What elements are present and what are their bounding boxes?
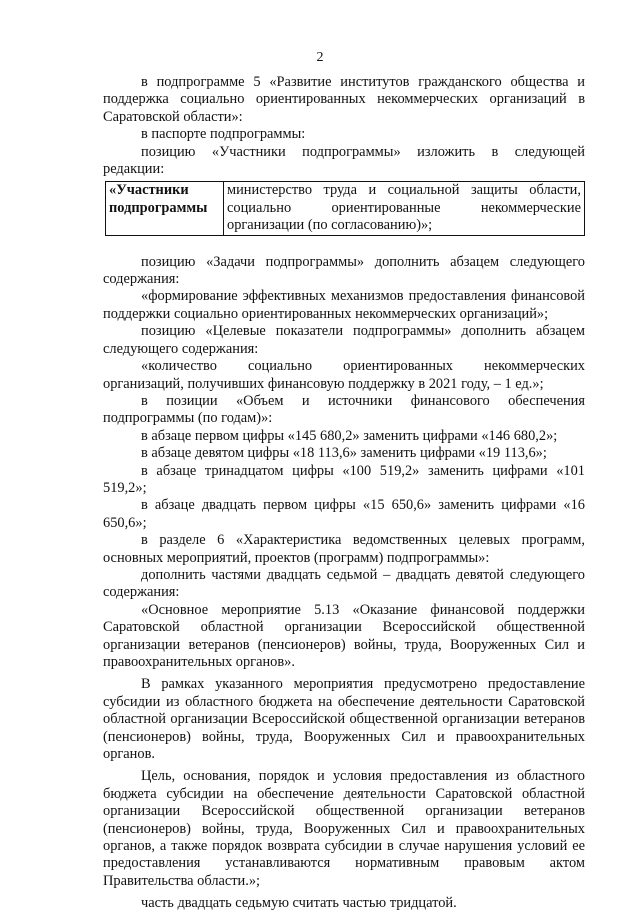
paragraph: в абзаце двадцать первом цифры «15 650,6» заменить цифрами «16 650,6»;	[103, 497, 585, 531]
spacer	[103, 242, 585, 254]
paragraph-subprogram-5: в подпрограмме 5 «Развитие институтов гражданского общества и поддержка социально ориентированных некоммерческих организаций в Саратовской области»:	[103, 74, 585, 125]
paragraph: позицию «Задачи подпрограммы» дополнить абзацем следующего содержания:	[103, 253, 585, 288]
paragraph: в позиции «Объем и источники финансового обеспечения подпрограммы (по годам)»:	[103, 392, 585, 427]
document-body	[103, 74, 585, 913]
paragraph: в абзаце тринадцатом цифры «100 519,2» заменить цифрами «101 519,2»;	[103, 462, 585, 496]
paragraph: в абзаце первом цифры «145 680,2» заменить цифрами «146 680,2»;	[141, 427, 558, 444]
paragraph: «формирование эффективных механизмов предоставления финансовой поддержки социально ориентированных некоммерческих организаций»;	[103, 288, 585, 322]
paragraph-passport: в паспорте подпрограммы:	[141, 126, 306, 143]
paragraph: «количество социально ориентированных некоммерческих организаций, получивших финансовую поддержку в 2021 году, – 1 ед.»;	[103, 358, 585, 392]
paragraph: позицию «Целевые показатели подпрограммы» дополнить абзацем следующего содержания:	[103, 323, 585, 357]
paragraph: в разделе 6 «Характеристика ведомственных целевых программ, основных мероприятий, проектов (программ) подпрограммы»:	[103, 532, 585, 566]
participants-table	[105, 181, 585, 235]
paragraph: «Основное мероприятие 5.13 «Оказание финансовой поддержки Саратовской областной организации Всероссийской общественной организации ветеранов (пенсионеров) войны, труда, Вооруженных Сил и правоохранительных органов».	[103, 601, 585, 670]
table-label-cell: «Участники подпрограммы	[106, 182, 224, 235]
paragraph: часть двадцать седьмую считать частью тридцатой.	[141, 895, 457, 912]
paragraph: Цель, основания, порядок и условия предоставления из областного бюджета субсидии на обеспечение деятельности Саратовской областной организации Всероссийской общественной организации ветеранов (пенсионеров) войны, труда, Вооруженных Сил и правоохранительных органов, а также порядок возврата субсидии в случае нарушения условий ее предоставления устанавливаются нормативным правовым актом Правительства области.»;	[103, 768, 585, 889]
page-number: 2	[316, 50, 324, 65]
paragraph: дополнить частями двадцать седьмой – двадцать девятой следующего содержания:	[103, 566, 585, 601]
paragraph: в абзаце девятом цифры «18 113,6» заменить цифрами «19 113,6»;	[141, 445, 547, 462]
paragraph: В рамках указанного мероприятия предусмотрено предоставление субсидии из областного бюджета на обеспечение деятельности Саратовской областной организации Всероссийской общественной организации ветеранов (пенсионеров) войны, труда, Вооруженных Сил и правоохранительных органов.	[103, 676, 585, 763]
paragraph-participants-position: позицию «Участники подпрограммы» изложить в следующей редакции:	[103, 143, 585, 178]
table-value-cell: министерство труда и социальной защиты области, социально ориентированные некоммерческие организации (по согласованию)»;	[224, 182, 585, 235]
table-row	[106, 182, 585, 235]
